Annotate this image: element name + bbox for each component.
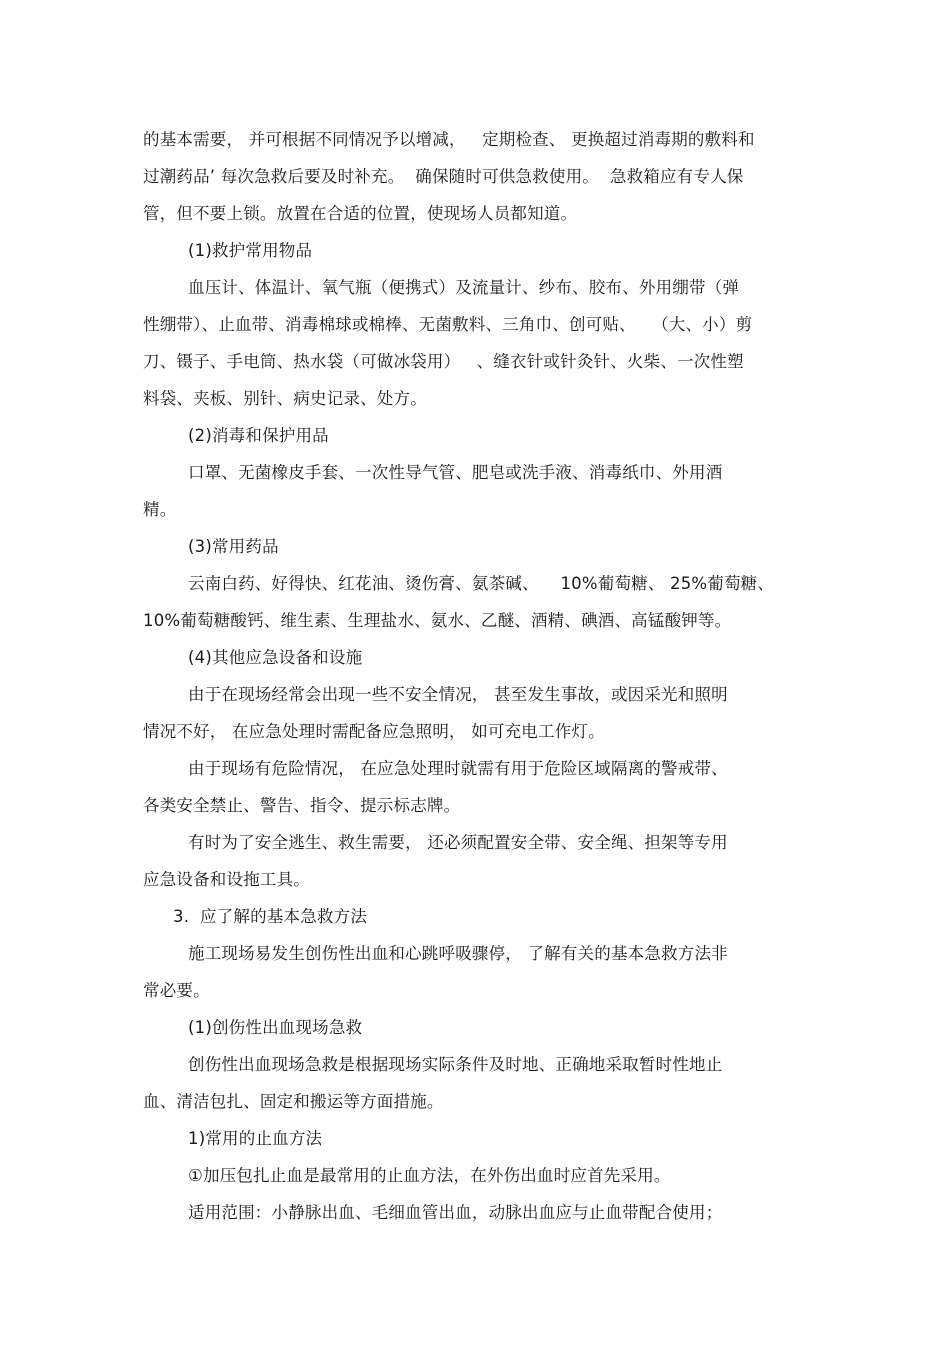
text-line: 应急设备和设拖工具。 (143, 870, 310, 889)
text-line: 口罩、无菌橡皮手套、一次性导气管、肥皂或洗手液、消毒纸巾、外用酒 (188, 463, 723, 482)
text-line: 管，但不要上锁。放置在合适的位置，使现场人员都知道。 (143, 204, 578, 223)
section-heading: (1)救护常用物品 (188, 241, 313, 260)
section-heading: 1)常用的止血方法 (188, 1129, 323, 1148)
text-line: 适用范围：小静脉出血、毛细血管出血，动脉出血应与止血带配合使用； (188, 1203, 723, 1222)
section-heading: (3)常用药品 (188, 537, 279, 556)
text-line: 由于现场有危险情况， 在应急处理时就需有用于危险区域隔离的警戒带、 (188, 759, 728, 778)
text-line: 云南白药、好得快、红花油、烫伤膏、氨茶碱、 10%葡萄糖、 25%葡萄糖、 (188, 574, 775, 593)
text-line: 施工现场易发生创伤性出血和心跳呼吸骤停， 了解有关的基本急救方法非 (188, 944, 728, 963)
text-line: ①加压包扎止血是最常用的止血方法，在外伤出血时应首先采用。 (188, 1166, 671, 1185)
text-line: 由于在现场经常会出现一些不安全情况， 甚至发生事故，或因采光和照明 (188, 685, 728, 704)
text-line: 有时为了安全逃生、救生需要， 还必须配置安全带、安全绳、担架等专用 (188, 833, 728, 852)
text-line: 血、清洁包扎、固定和搬运等方面措施。 (143, 1092, 444, 1111)
text-line: 过潮药品’ 每次急救后要及时补充。 确保随时可供急救使用。 急救箱应有专人保 (143, 167, 744, 186)
text-line: 常必要。 (143, 981, 210, 1000)
text-line: 性绷带）、止血带、消毒棉球或棉棒、无菌敷料、三角巾、创可贴、 （大、小）剪 (143, 315, 753, 334)
text-line: 创伤性出血现场急救是根据现场实际条件及时地、正确地采取暂时性地止 (188, 1055, 723, 1074)
text-line: 刀、镊子、手电筒、热水袋（可做冰袋用） 、缝衣针或针灸针、火柴、一次性塑 (143, 352, 744, 371)
section-heading: 3. 应了解的基本急救方法 (173, 907, 368, 926)
section-heading: (1)创伤性出血现场急救 (188, 1018, 363, 1037)
text-line: 精。 (143, 500, 177, 519)
text-line: 各类安全禁止、警告、指令、提示标志牌。 (143, 796, 461, 815)
text-line: 情况不好， 在应急处理时需配备应急照明， 如可充电工作灯。 (143, 722, 605, 741)
text-line: 10%葡萄糖酸钙、维生素、生理盐水、氨水、乙醚、酒精、碘酒、高锰酸钾等。 (143, 611, 732, 630)
text-line: 血压计、体温计、氧气瓶（便携式）及流量计、纱布、胶布、外用绷带（弹 (188, 278, 740, 297)
text-line: 的基本需要， 并可根据不同情况予以增减， 定期检查、 更换超过消毒期的敷料和 (143, 130, 755, 149)
text-line: 料袋、夹板、别针、病史记录、处方。 (143, 389, 427, 408)
section-heading: (2)消毒和保护用品 (188, 426, 329, 445)
section-heading: (4)其他应急设备和设施 (188, 648, 363, 667)
